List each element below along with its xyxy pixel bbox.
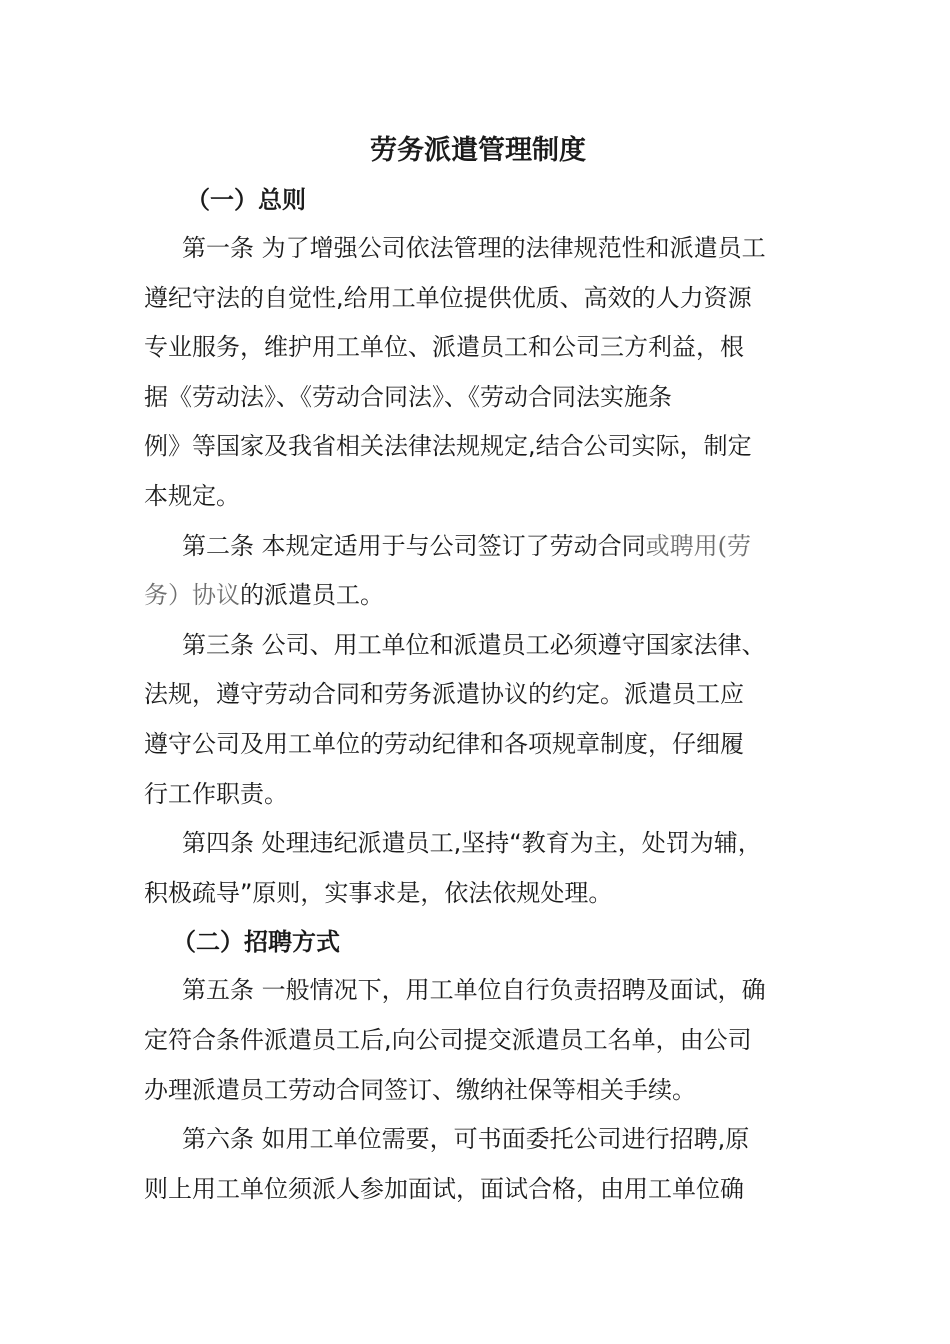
article-4 [144, 819, 806, 918]
document-title: 劳务派遣管理制度 [370, 135, 586, 166]
article-1 [144, 224, 806, 522]
article-line: 第四条 处理违纪派遣员工,坚持“教育为主，处罚为辅， [182, 829, 762, 858]
article-line: 据《劳动法》、《劳动合同法》、《劳动合同法实施条 [144, 382, 672, 411]
article-line: 第五条 一般情况下，用工单位自行负责招聘及面试，确 [182, 976, 766, 1005]
article-line: 积极疏导”原则，实事求是，依法依规处理。 [144, 878, 613, 907]
article-line: 专业服务，维护用工单位、派遣员工和公司三方利益，根 [144, 333, 744, 362]
section-heading: （一）总则 [186, 186, 306, 214]
section-heading: （二）招聘方式 [172, 928, 340, 957]
document-page [144, 128, 806, 1214]
article-text: 的派遣员工。 [240, 581, 384, 610]
article-line: 第六条 如用工单位需要，可书面委托公司进行招聘,原 [182, 1125, 750, 1154]
article-3 [144, 621, 806, 819]
article-line [144, 571, 806, 621]
article-5 [144, 966, 806, 1115]
article-line: 遵纪守法的自觉性,给用工单位提供优质、高效的人力资源 [144, 283, 752, 312]
article-text: 第二条 本规定适用于与公司签订了劳动合同 [182, 531, 646, 560]
section-recruitment [144, 918, 806, 1214]
article-line: 遵守公司及用工单位的劳动纪律和各项规章制度，仔细履 [144, 729, 744, 758]
article-line: 例》等国家及我省相关法律法规规定,结合公司实际，制定 [144, 432, 752, 461]
article-line: 定符合条件派遣员工后,向公司提交派遣员工名单，由公司 [144, 1025, 752, 1054]
article-line: 第三条 公司、用工单位和派遣员工必须遵守国家法律、 [182, 630, 766, 659]
article-line: 第一条 为了增强公司依法管理的法律规范性和派遣员工 [182, 234, 766, 262]
article-text-serif: 或聘用(劳 [645, 531, 752, 560]
article-line: 办理派遣员工劳动合同签订、缴纳社保等相关手续。 [144, 1075, 696, 1104]
section-general [144, 176, 806, 918]
article-text-serif: 务）协议 [144, 581, 240, 610]
article-line: 法规，遵守劳动合同和劳务派遣协议的约定。派遣员工应 [144, 680, 744, 709]
article-2 [144, 522, 806, 621]
article-line: 本规定。 [144, 481, 240, 510]
article-6 [144, 1115, 806, 1214]
article-line: 则上用工单位须派人参加面试，面试合格，由用工单位确 [144, 1174, 744, 1203]
article-line: 行工作职责。 [144, 779, 288, 808]
article-line [144, 522, 806, 572]
